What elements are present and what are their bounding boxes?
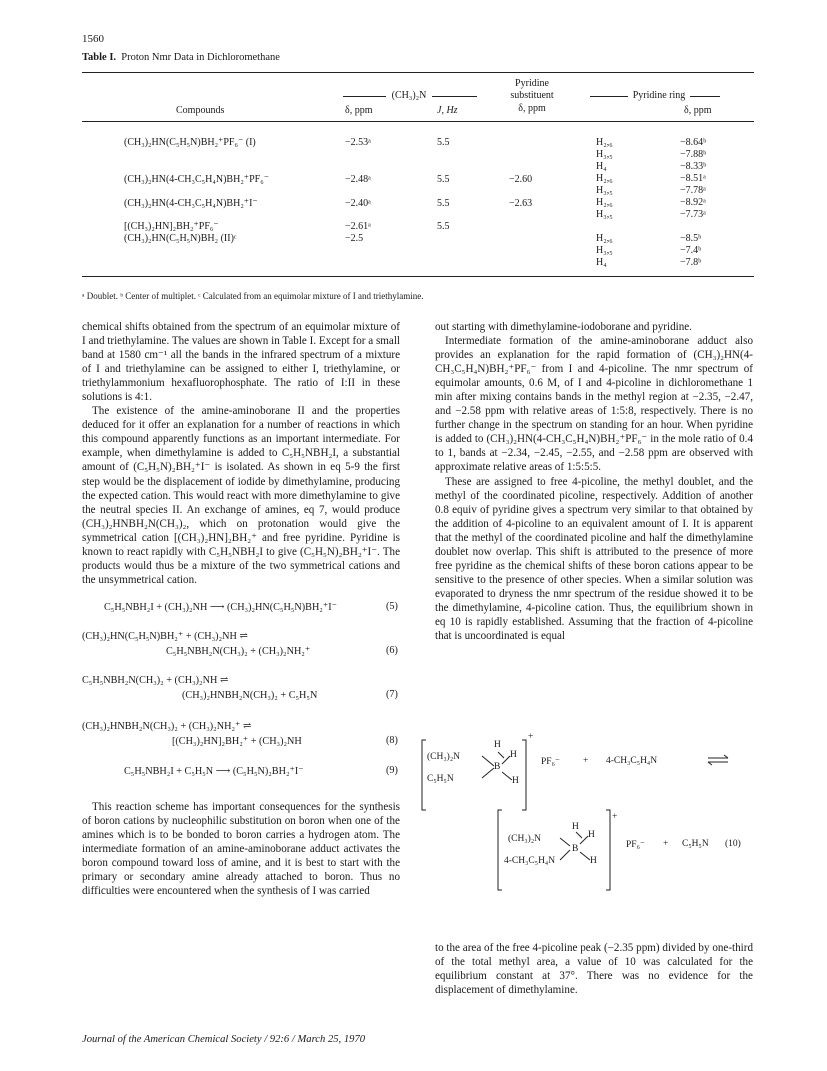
- ring-val: −8.92ᵃ: [680, 197, 706, 208]
- ring-val: −7.88ᵇ: [680, 149, 707, 160]
- header-ring-delta: δ, ppm: [684, 105, 712, 116]
- row-3-delta: −2.40ᵃ: [345, 198, 371, 209]
- row-2-substituent: −2.60: [509, 174, 533, 185]
- header-ch3-delta: δ, ppm: [345, 105, 373, 116]
- structure-1-charge: +: [528, 732, 534, 742]
- ring-pos: H₂,₆: [596, 197, 613, 208]
- row-5-compound: (CH₃)₂HN(C₅H₅N)BH₂ (II)ᶜ: [124, 233, 237, 244]
- row-3-compound: (CH₃)₂HN(4-CH₃C₅H₄N)BH₂⁺I⁻: [124, 198, 258, 209]
- equation-6-line-2: C₅H₅NBH₂N(CH₃)₂ + (CH₃)₂NH₂⁺: [166, 646, 311, 657]
- paragraph: This reaction scheme has important consequences for the synthesis of boron cations by nucleophilic substitution on boron when one of the amines which is to be bonded to boron carries a hydrogen atom. The intermediate formation of an amine-aminoborane adduct activates the boron compound toward loss of amine, and it is best to start with the primary or secondary amine already attached to boron. Thus no difficulties were encountered when the synthesis of I was carried: [82, 801, 400, 898]
- structure-2-h-top: H: [572, 822, 579, 832]
- ch3-group-line-right: [432, 96, 477, 97]
- ring-val: −8.64ᵇ: [680, 137, 707, 148]
- paragraph: The existence of the amine-aminoborane II and the properties deduced for it offer an explanation for a number of reactions in which this compound apparently functions as an important intermediate. For example, when dimethylamine is added to C₅H₅NBH₂I, a substantial amount of (C₅H₅N)₂BH₂⁺I⁻ is isolated. As shown in eq 5-9 the first step would be the displacement of iodide by dimethylamine, producing the expected cation. This would react with more dimethylamine to give the neutral species II. An exchange of amines, eq 7, would produce (CH₃)₂HNBH₂N(CH₃)₂, which on protonation would give the symmetrical cation [(CH₃)₂HN]₂BH₂⁺ and free pyridine. Pyridine is known to react rapidly with C₅H₅NBH₂I to give (C₅H₅N)₂BH₂⁺I⁻. The products would thus be a mixture of the two symmetrical cations and the unsymmetrical cation.: [82, 405, 400, 586]
- header-pyridine-sub-3: δ, ppm: [518, 103, 546, 114]
- ring-val: −7.73ᵃ: [680, 209, 706, 220]
- equation-number: (9): [386, 765, 398, 776]
- header-compounds: Compounds: [176, 105, 225, 116]
- paragraph: to the area of the free 4-picoline peak (−2.35 ppm) divided by one-third of the total methyl area, a value of 10 was calculated for the equilibrium constant at 37°. There was no evidence for the displacement of dimethylamine.: [435, 942, 753, 997]
- table-top-rule: [82, 72, 754, 73]
- journal-footer: Journal of the American Chemical Society / 92:6 / March 25, 1970: [82, 1034, 366, 1045]
- row-1-compound: (CH₃)₂HN(C₅H₅N)BH₂⁺PF₆⁻ (I): [124, 137, 256, 148]
- paragraph: These are assigned to free 4-picoline, the methyl doublet, and the methyl of the coordinated picoline, respectively. Addition of another 0.8 equiv of pyridine gives a spectrum very similar to that obtained by the addition of 4-picoline to an equivalent amount of I. It is apparent that the methyl of the coordinated picoline and half the dimethylamine doublet now overlap. This shift is attributed to the presence of more free pyridine as the chemical shifts of these boron cations appear to be sensitive to the presence of other species. When a similar solution was evaporated to dryness the nmr spectrum of the residue showed it to be the dimethylamine, 4-picoline cation. Thus, the equilibrium shown in eq 10 is rapidly established. Assuming that the fraction of 4-picoline that is uncoordinated is equal: [435, 475, 753, 643]
- structure-1-h-right: H: [510, 750, 517, 760]
- equation-number: (10): [725, 839, 741, 849]
- row-1-delta: −2.53ᵃ: [345, 137, 371, 148]
- equation-6-line-1: (CH₃)₂HN(C₅H₅N)BH₂⁺ + (CH₃)₂NH ⇌: [82, 631, 248, 642]
- structure-2-dimethylamine: (CH₃)₂N: [508, 834, 542, 844]
- row-4-delta: −2.61ᵃ: [345, 221, 371, 232]
- plus-sign: +: [663, 839, 669, 849]
- row-5-delta: −2.5: [345, 233, 364, 244]
- ring-val: −8.5ᵇ: [680, 233, 702, 244]
- ring-group-line-left: [590, 96, 628, 97]
- product-pyridine: C₅H₅N: [682, 839, 709, 849]
- row-2-compound: (CH₃)₂HN(4-CH₃C₅H₄N)BH₂⁺PF₆⁻: [124, 174, 269, 185]
- equation-10-structures: [420, 726, 755, 926]
- equation-8-line-2: [(CH₃)₂HN]₂BH₂⁺ + (CH₃)₂NH: [172, 736, 302, 747]
- row-4-j: 5.5: [437, 221, 450, 232]
- table-header-rule: [82, 121, 754, 122]
- right-column: [435, 320, 753, 643]
- reagent-4-picoline: 4-CH₃C₅H₄N: [606, 756, 658, 766]
- ring-pos: H₂,₆: [596, 233, 613, 244]
- row-3-j: 5.5: [437, 198, 450, 209]
- table-caption: [82, 52, 280, 63]
- ring-val: −7.4ᵇ: [680, 245, 702, 256]
- ring-pos: H₃,₅: [596, 185, 613, 196]
- ring-pos: H₂,₆: [596, 173, 613, 184]
- row-3-substituent: −2.63: [509, 198, 533, 209]
- plus-sign: +: [583, 756, 589, 766]
- ring-pos: H₄: [596, 161, 607, 172]
- table-label: Table I.: [82, 52, 117, 63]
- row-4-compound: [(CH₃)₂HN]₂BH₂⁺PF₆⁻: [124, 221, 219, 232]
- row-2-j: 5.5: [437, 174, 450, 185]
- structure-2-charge: +: [612, 812, 618, 822]
- ring-pos: H₃,₅: [596, 245, 613, 256]
- structure-1-h-bottom: H: [512, 776, 519, 786]
- ring-val: −8.51ᵃ: [680, 173, 706, 184]
- page-number: 1560: [82, 33, 104, 45]
- structure-1-counterion: PF₆⁻: [541, 757, 560, 767]
- ring-pos: H₄: [596, 257, 607, 268]
- equation-number: (6): [386, 645, 398, 656]
- paragraph: out starting with dimethylamine-iodoborane and pyridine.: [435, 321, 692, 333]
- equation-number: (8): [386, 735, 398, 746]
- ring-pos: H₃,₅: [596, 209, 613, 220]
- structure-2-picoline: 4-CH₃C₅H₄N: [504, 856, 556, 866]
- paragraph: chemical shifts obtained from the spectrum of an equimolar mixture of I and triethylamine. The values are shown in Table I. Except for a small band at 1580 cm⁻¹ all the bands in the infrared spectrum of a mixture of I and triethylamine can be assigned to either I, triethylamine, or triethylammonium hexafluorophosphate. The ratio of I:II in these solutions is 4:1.: [82, 321, 400, 404]
- table-bottom-rule: [82, 276, 754, 277]
- paragraph: Intermediate formation of the amine-aminoborane adduct also provides an explanation for the rapid formation of (CH₃)₂HN(4-CH₃C₅H₄N)BH₂⁺PF₆⁻ from I and 4-picoline. The nmr spectrum of equimolar amounts, 0.6 M, of I and 4-picoline in dichloromethane 1 min after mixing contains bands in the methyl region at −2.35, −2.47, and −2.58 ppm with relative areas of 1:5:8, respectively. There is no further change in the spectrum on standing for an hour. When pyridine is added to (CH₃)₂HN(4-CH₃C₅H₄N)BH₂⁺PF₆⁻ in the mole ratio of 0.4 to 1, bands at −2.34, −2.45, −2.55, and −2.58 ppm are observed with approximate relative areas of 1:5:5:5.: [435, 335, 753, 474]
- header-ch3-group: (CH₃)₂N: [391, 90, 427, 101]
- row-2-delta: −2.48ᵃ: [345, 174, 371, 185]
- structure-2-h-bottom: H: [590, 856, 597, 866]
- equation-8-line-1: (CH₃)₂HNBH₂N(CH₃)₂ + (CH₃)₂NH₂⁺ ⇌: [82, 721, 252, 732]
- ring-val: −7.78ᵃ: [680, 185, 706, 196]
- header-ring-group: Pyridine ring: [632, 90, 686, 101]
- equation-5: C₅H₅NBH₂I + (CH₃)₂NH ⟶ (CH₃)₂HN(C₅H₅N)BH₂⁺I⁻: [104, 602, 338, 613]
- structure-1-dimethylamine: (CH₃)₂N: [427, 752, 461, 762]
- structure-1-pyridine: C₅H₅N: [427, 774, 454, 784]
- ch3-group-line-left: [343, 96, 386, 97]
- ring-val: −8.33ᵇ: [680, 161, 707, 172]
- ring-group-line-right: [690, 96, 720, 97]
- header-j: J, Hz: [437, 105, 458, 116]
- equation-7-line-1: C₅H₅NBH₂N(CH₃)₂ + (CH₃)₂NH ⇌: [82, 675, 229, 686]
- structure-1-boron: B: [494, 762, 501, 772]
- structure-2-boron: B: [572, 844, 579, 854]
- equation-7-line-2: (CH₃)₂HNBH₂N(CH₃)₂ + C₅H₅N: [182, 690, 318, 701]
- header-pyridine-sub-1: Pyridine: [515, 78, 549, 89]
- equation-9: C₅H₅NBH₂I + C₅H₅N ⟶ (C₅H₅N)₂BH₂⁺I⁻: [124, 766, 304, 777]
- ring-pos: H₃,₅: [596, 149, 613, 160]
- table-footnote: ᵃ Doublet. ᵇ Center of multiplet. ᶜ Calculated from an equimolar mixture of I and triethylamine.: [82, 291, 424, 301]
- equation-number: (5): [386, 601, 398, 612]
- left-column: [82, 320, 400, 587]
- structure-2-h-right: H: [588, 830, 595, 840]
- equation-number: (7): [386, 689, 398, 700]
- ring-val: −7.8ᵇ: [680, 257, 702, 268]
- ring-pos: H₂,₆: [596, 137, 613, 148]
- left-column-continued: [82, 800, 400, 898]
- row-1-j: 5.5: [437, 137, 450, 148]
- structure-1-h-top: H: [494, 740, 501, 750]
- table-title: Proton Nmr Data in Dichloromethane: [121, 52, 280, 63]
- structure-2-counterion: PF₆⁻: [626, 840, 645, 850]
- header-pyridine-sub-2: substituent: [510, 90, 554, 101]
- right-column-continued: [435, 941, 753, 997]
